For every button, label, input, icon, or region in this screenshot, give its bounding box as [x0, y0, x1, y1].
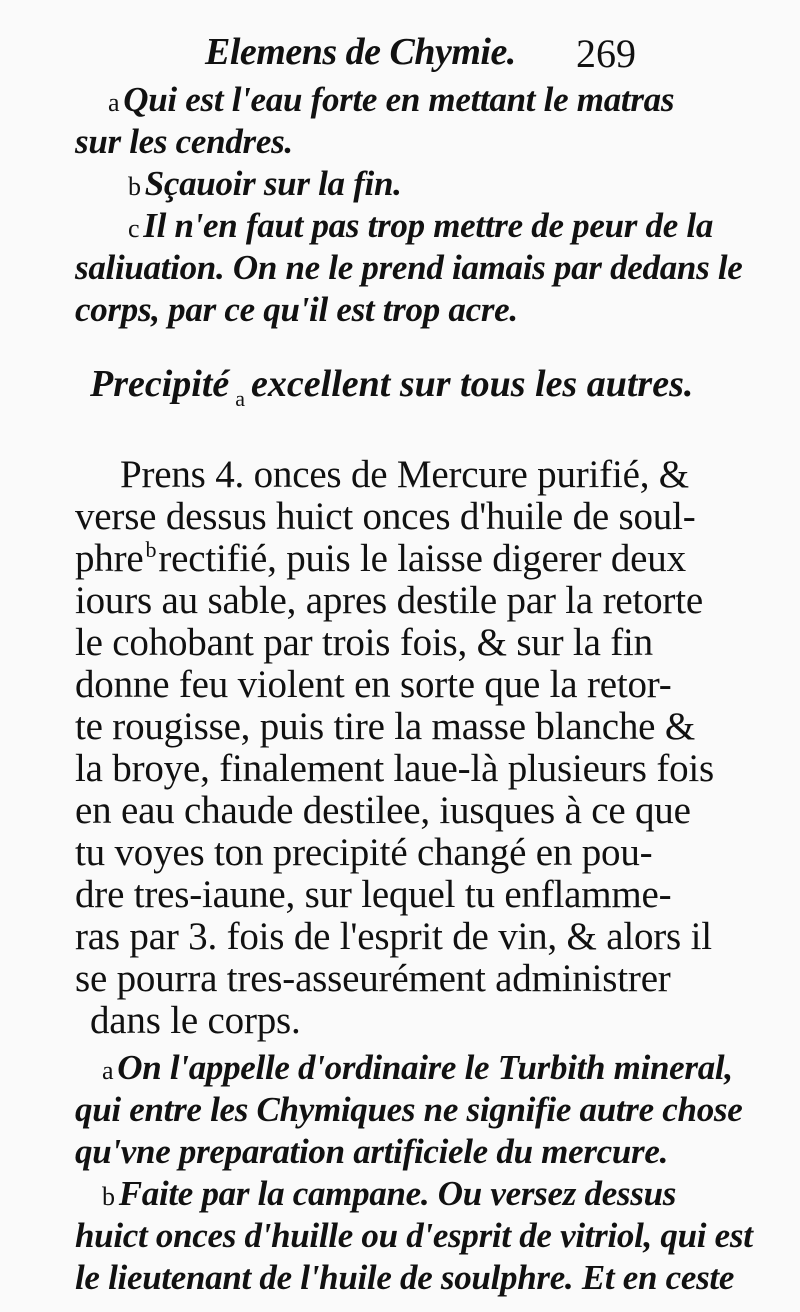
running-title: Elemens de Chymie.	[205, 31, 516, 73]
section-title-after: excellent sur tous les autres.	[251, 363, 694, 405]
body-line	[75, 914, 712, 959]
body-line	[75, 494, 696, 539]
body-text: donne feu violent en sorte que la retor-	[75, 663, 672, 706]
note-line	[75, 122, 293, 162]
body-line	[120, 452, 689, 497]
note-text: corps, par ce qu'il est trop acre.	[75, 290, 518, 329]
note-marker: a	[102, 1056, 114, 1085]
body-text: rectifié, puis le laisse digerer deux	[158, 537, 686, 580]
body-text: ras par 3. fois de l'esprit de vin, & alors il	[75, 915, 712, 958]
note-line	[75, 1258, 734, 1298]
section-title-marker: a	[235, 386, 246, 411]
body-text: tu voyes ton precipité changé en pou-	[75, 831, 653, 874]
note-text: le lieutenant de l'huile de soulphre. Et en ceste	[75, 1258, 735, 1297]
note-line	[128, 164, 402, 204]
page-number: 269	[576, 31, 636, 76]
note-text: huict onces d'huille ou d'esprit de vitriol, qui est	[75, 1216, 753, 1255]
note-text: qui entre les Chymiques ne signifie autre chose	[75, 1090, 743, 1129]
note-text: On l'appelle d'ordinaire le Turbith mineral,	[117, 1048, 733, 1087]
note-line	[102, 1048, 733, 1088]
body-line	[75, 536, 686, 581]
note-marker: b	[128, 172, 141, 201]
body-text: en eau chaude destilee, iusques à ce que	[75, 789, 691, 832]
body-line	[75, 704, 695, 749]
note-line	[75, 290, 518, 330]
body-text: phre	[75, 537, 144, 580]
body-text: verse dessus huict onces d'huile de soul-	[75, 495, 696, 538]
body-line	[75, 620, 653, 665]
body-text: se pourra tres-asseurément administrer	[75, 957, 671, 1000]
note-text: sur les cendres.	[75, 122, 293, 161]
note-line	[75, 248, 743, 288]
body-line	[90, 998, 301, 1043]
note-marker: c	[128, 214, 140, 243]
section-title-before: Precipité	[90, 363, 230, 405]
body-line	[75, 872, 671, 917]
body-text: dre tres-iaune, sur lequel tu enflamme-	[75, 873, 672, 916]
note-text: saliuation. On ne le prend iamais par dedans le	[75, 248, 743, 287]
body-text: te rougisse, puis tire la masse blanche &	[75, 705, 695, 748]
note-text: Il n'en faut pas trop mettre de peur de la	[143, 206, 714, 245]
body-line	[75, 956, 671, 1001]
page-header	[0, 22, 800, 82]
body-text: Prens 4. onces de Mercure purifié, &	[120, 453, 689, 496]
note-line	[128, 206, 713, 246]
body-text: le cohobant par trois fois, & sur la fin	[75, 621, 653, 664]
body-line	[75, 578, 703, 623]
note-text: qu'vne preparation artificiele du mercure.	[75, 1132, 669, 1171]
note-line	[108, 80, 674, 120]
note-text: Faite par la campane. Ou versez dessus	[118, 1174, 677, 1213]
body-text: dans le corps.	[90, 999, 301, 1042]
note-text: Qui est l'eau forte en mettant le matras	[123, 80, 675, 119]
note-marker: b	[102, 1182, 115, 1211]
body-line	[75, 746, 714, 791]
body-marker: b	[145, 537, 157, 562]
note-line	[75, 1090, 742, 1130]
note-text: Sçauoir sur la fin.	[144, 164, 402, 203]
note-marker: a	[108, 88, 120, 117]
body-line	[75, 788, 691, 833]
note-line	[102, 1174, 676, 1214]
section-title	[90, 362, 693, 412]
body-text: iours au sable, apres destile par la retorte	[75, 579, 703, 622]
body-line	[75, 662, 672, 707]
note-line	[75, 1216, 753, 1256]
body-line	[75, 830, 652, 875]
body-text: la broye, finalement laue-là plusieurs fois	[75, 747, 715, 790]
note-line	[75, 1132, 668, 1172]
